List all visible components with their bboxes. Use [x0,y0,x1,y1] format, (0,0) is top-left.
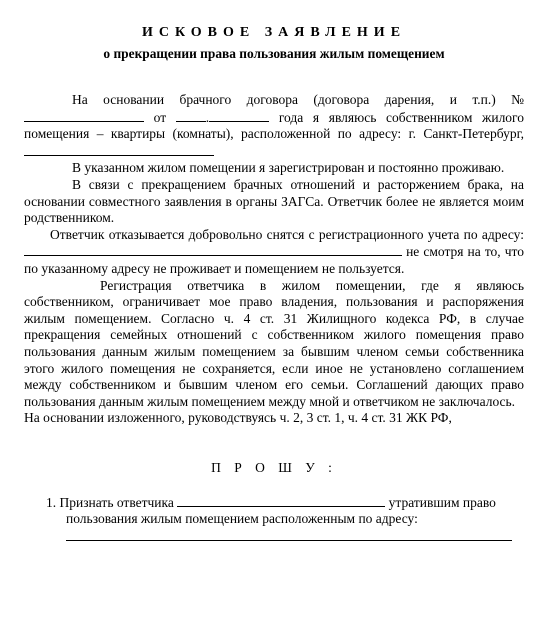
paragraph-law: Регистрация ответчика в жилом помещении, где я являюсь собственником, ограничивает мое право владения, пользования и распоряжения жилым помещением. Согласно ч. 4 ст. 31 Жилищного кодекса РФ, в случае прекращения семейных отношений с собственником жилого помещения право пользования данным жилым помещением за бывшим членом семьи собственника этого жилого помещения не сохраняется, если иное не установлено соглашением между собственником и бывшим членом его семьи. Соглашений дающих право пользования данным жилым помещением между мной и ответчиком не заключалось. [24,277,524,409]
document-body [24,92,524,427]
contract-number-blank [24,109,144,122]
request-item-1 [46,494,524,528]
paragraph-refusal [24,227,524,278]
defendant-name-blank [177,494,385,507]
paragraph-basis: На основании изложенного, руководствуясь ч. 2, 3 ст. 1, ч. 4 ст. 31 ЖК РФ, [24,410,452,426]
item-continuation: пользования жилым помещением расположенным по адресу: [66,511,418,527]
ownership-text-a: На основании брачного договора (договора дарения, и т.п.) № [72,92,524,107]
document [24,24,524,541]
ownership-text-c: года я являюсь собственником жилого помещения – квартиры (комнаты), расположенной по адресу: г. Санкт-Петербург, [24,109,525,142]
item-text-b: утратившим право [388,494,496,510]
refusal-text-b: не смотря на то, что по указанному адресу не проживает и помещением не пользуется. [24,244,525,276]
paragraph-ownership: На основании брачного договора (договора дарения, и т.п.) № от . года я являюсь собственником жилого помещения – квартиры (комнаты), расположенной по адресу: г. Санкт-Петербург, [24,92,524,160]
document-subtitle: о прекращении права пользования жилым помещением [103,46,445,61]
address-blank [24,143,214,156]
refusal-text-a: Ответчик отказывается добровольно снятся с регистрационного учета по адресу: [50,226,524,242]
paragraph-registration: В указанном жилом помещении я зарегистрирован и постоянно проживаю. [72,160,505,176]
item-text-a: Признать ответчика [59,494,174,510]
request-heading: П Р О Ш У : [211,459,337,475]
item-number: 1. [46,494,57,510]
item-address-blank [66,532,512,541]
ownership-text-b: от [153,109,167,125]
document-title: ИСКОВОЕ ЗАЯВЛЕНИЕ [141,25,407,40]
refusal-address-blank [24,243,402,256]
date-day-blank [176,109,206,122]
paragraph-divorce: В связи с прекращением брачных отношений и расторжением брака, на основании совместного заявления в органы ЗАГСа. Ответчик более не является моим родственником. [24,176,524,226]
date-blank [209,109,269,122]
